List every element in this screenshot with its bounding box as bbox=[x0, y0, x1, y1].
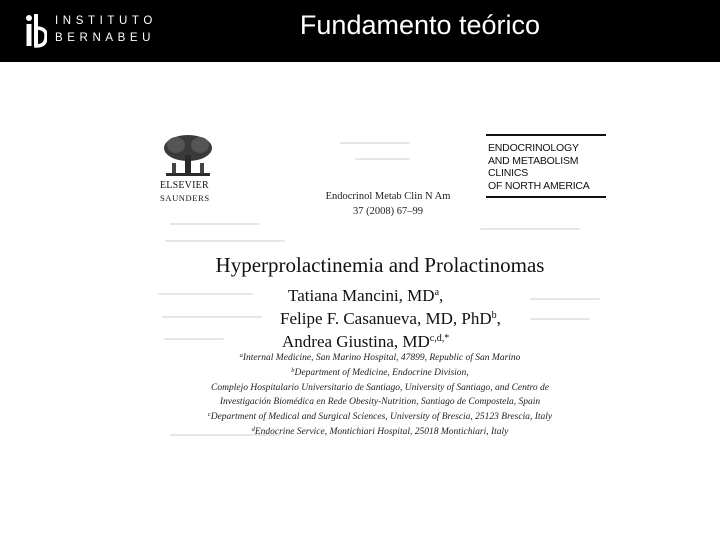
affiliation-text: Complejo Hospitalario Universitario de Santiago, University of Santiago, and Centro de bbox=[211, 382, 549, 393]
publisher-saunders: SAUNDERS bbox=[160, 193, 210, 203]
affiliation-text: Department of Medicine, Endocrine Division, bbox=[294, 367, 469, 378]
logo-text-bernabeu: BERNABEU bbox=[55, 32, 156, 44]
affiliation-item bbox=[160, 350, 600, 365]
journal-logo bbox=[486, 134, 606, 198]
ib-logo-icon bbox=[25, 14, 47, 48]
affiliation-item bbox=[160, 424, 600, 439]
affiliation-text: Investigación Biomédica en Rede Obesity-Nutrition, Santiago de Compostela, Spain bbox=[219, 397, 541, 408]
slide-title: Fundamento teórico bbox=[299, 10, 541, 40]
affiliation-text: Internal Medicine, San Marino Hospital, 47899, Republic of San Marino bbox=[242, 353, 521, 363]
affiliation-mark: d bbox=[251, 425, 255, 433]
scan-speck bbox=[162, 316, 262, 318]
journal-line: OF NORTH AMERICA bbox=[488, 179, 590, 192]
journal-citation bbox=[308, 189, 468, 219]
author-item bbox=[280, 283, 540, 306]
citation-journal: Endocrinol Metab Clin N Am bbox=[325, 191, 451, 202]
author-name: Tatiana Mancini, MD bbox=[288, 286, 435, 305]
scan-speck bbox=[530, 298, 600, 300]
affiliation-text: Department of Medical and Surgical Sciences, University of Brescia, 25123 Brescia, Italy bbox=[210, 412, 553, 423]
affiliation-mark: a bbox=[239, 352, 243, 359]
author-affiliation-mark: b bbox=[491, 310, 497, 321]
scan-speck bbox=[170, 223, 260, 225]
affiliation-item bbox=[160, 365, 600, 380]
elsevier-tree-icon bbox=[160, 133, 216, 179]
journal-line: AND METABOLISM bbox=[488, 154, 579, 167]
affiliation-list bbox=[160, 350, 600, 439]
affiliation-item bbox=[160, 409, 600, 424]
publisher-elsevier: ELSEVIER bbox=[160, 180, 209, 191]
author-name: Andrea Giustina, MD bbox=[282, 332, 430, 351]
affiliation-item bbox=[160, 380, 600, 395]
author-item bbox=[280, 306, 540, 329]
author-name: Felipe F. Casanueva, MD, PhD bbox=[280, 309, 492, 328]
scan-speck bbox=[355, 158, 410, 160]
logo-text-instituto: INSTITUTO bbox=[55, 15, 157, 27]
scan-speck bbox=[480, 228, 580, 230]
citation-volume: 37 (2008) 67–99 bbox=[353, 206, 423, 217]
affiliation-text: Endocrine Service, Montichiari Hospital, 25018 Montichiari, Italy bbox=[254, 426, 509, 437]
author-affiliation-mark: a bbox=[434, 287, 440, 298]
affiliation-mark: b bbox=[291, 366, 295, 374]
author-affiliation-mark: c,d,* bbox=[429, 333, 450, 344]
author-list bbox=[280, 283, 540, 352]
author-separator: , bbox=[496, 309, 501, 328]
author-item bbox=[280, 329, 540, 352]
scan-speck bbox=[340, 142, 410, 144]
slide-header bbox=[0, 0, 720, 62]
publisher-name bbox=[160, 180, 210, 204]
institute-logo bbox=[25, 14, 165, 48]
paper-title: Hyperprolactinemia and Prolactinomas bbox=[215, 253, 545, 277]
journal-line: CLINICS bbox=[488, 167, 529, 179]
journal-line: ENDOCRINOLOGY bbox=[488, 142, 579, 154]
scan-speck bbox=[158, 293, 253, 295]
paper-scan bbox=[150, 128, 610, 458]
affiliation-mark: c bbox=[207, 411, 211, 419]
scan-speck bbox=[165, 240, 285, 242]
author-separator: , bbox=[439, 286, 444, 305]
scan-speck bbox=[164, 338, 224, 340]
affiliation-item bbox=[160, 394, 600, 409]
